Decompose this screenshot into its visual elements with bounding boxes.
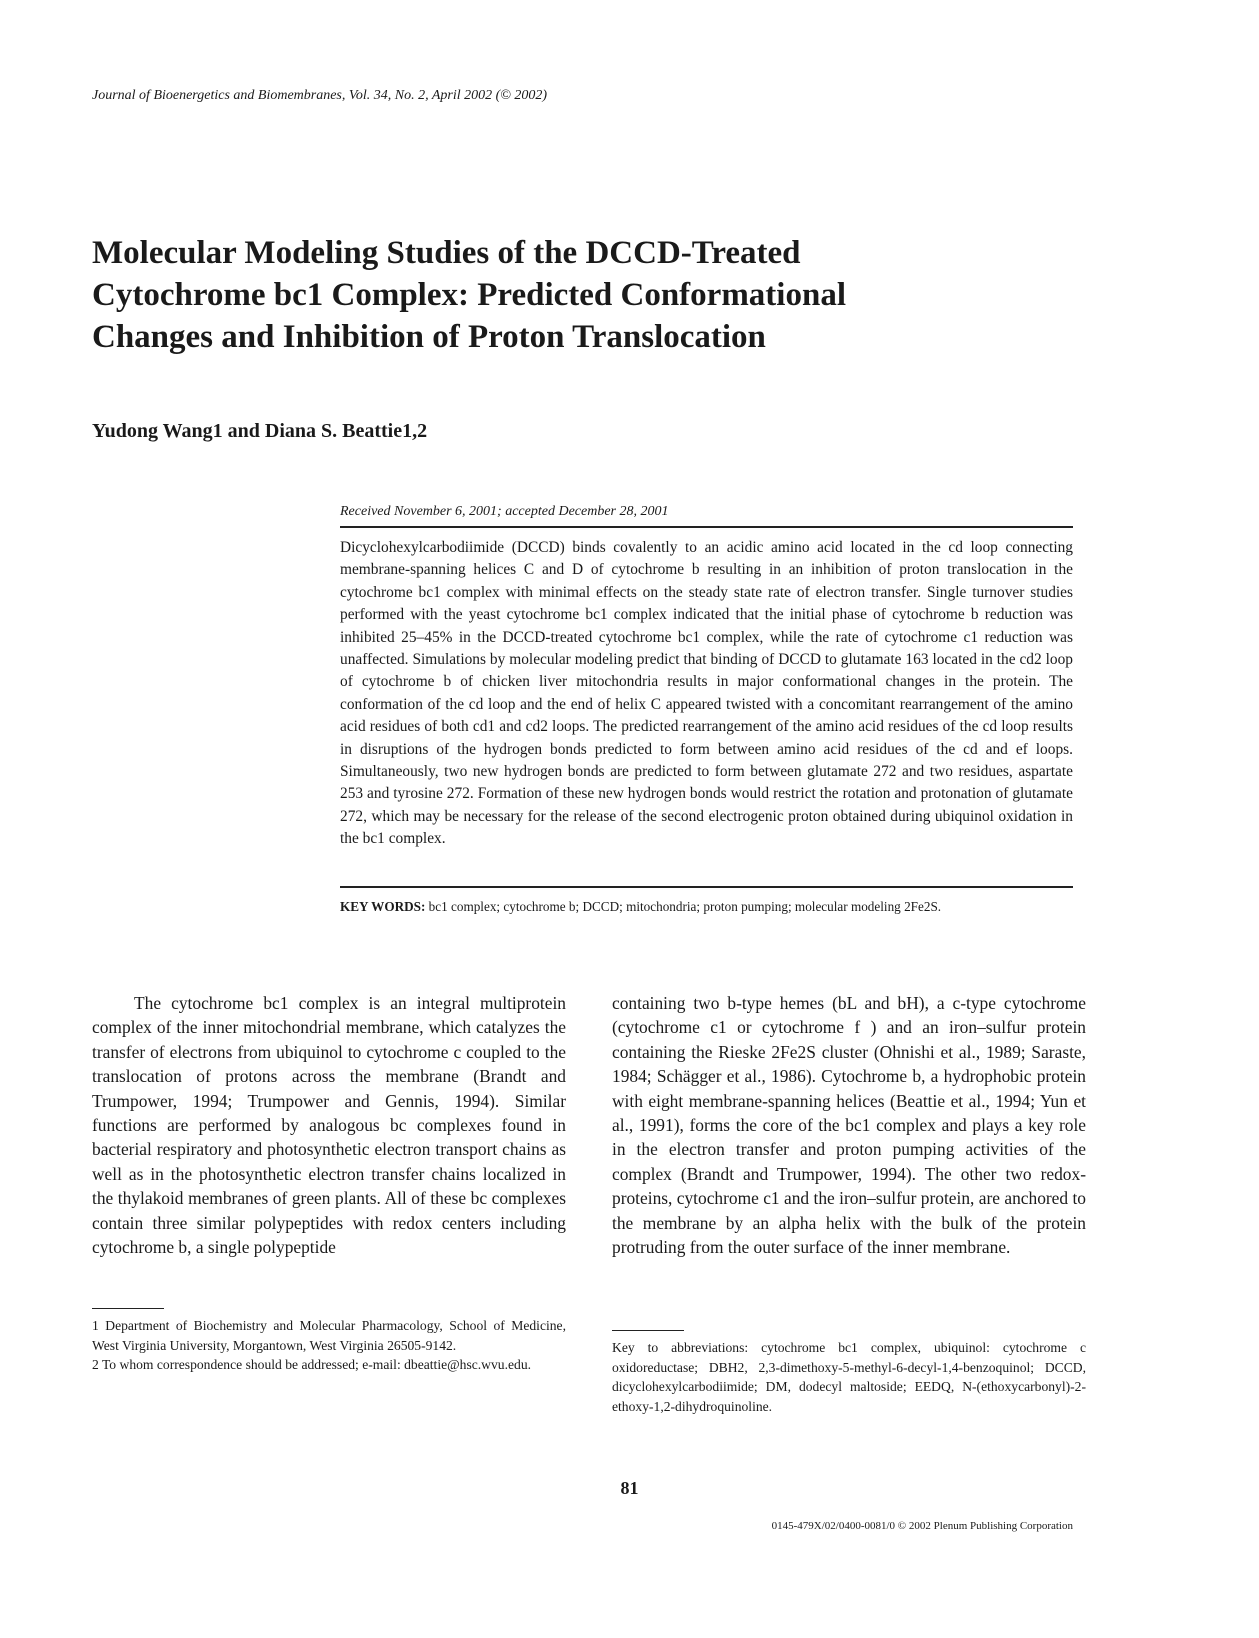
footnote-rule-left bbox=[92, 1308, 164, 1309]
title-line-3: Changes and Inhibition of Proton Translocation bbox=[92, 319, 766, 355]
title-line-1: Molecular Modeling Studies of the DCCD-Treated bbox=[92, 235, 801, 271]
page-number: 81 bbox=[620, 1478, 639, 1498]
abstract bbox=[340, 537, 1073, 851]
intro-paragraph-left: The cytochrome bc1 complex is an integral multiprotein complex of the inner mitochondrial membrane, which catalyzes the transfer of electrons from ubiquinol to cytochrome c coupled to the translocation of protons across the membrane (Brandt and Trumpower, 1994; Trumpower and Gennis, 1994). Similar functions are performed by analogous bc complexes found in bacterial respiratory and photosynthetic electron transport chains as well as in the photosynthetic electron transfer chains localized in the thylakoid membranes of green plants. All of these bc complexes contain three similar polypeptides with redox centers including cytochrome b, a single polypeptide bbox=[92, 993, 566, 1258]
article-title bbox=[92, 232, 992, 358]
copyright-line: 0145-479X/02/0400-0081/0 © 2002 Plenum Publishing Corporation bbox=[771, 1520, 1073, 1532]
abstract-bottom-rule bbox=[340, 886, 1073, 888]
title-line-2: Cytochrome bc1 Complex: Predicted Conformational bbox=[92, 277, 846, 313]
keywords bbox=[340, 899, 1073, 915]
abstract-text: Dicyclohexylcarbodiimide (DCCD) binds covalently to an acidic amino acid located in the cd loop connecting membrane-spanning helices C and D of cytochrome b resulting in an inhibition of proton translocation in the cytochrome bc1 complex with minimal effects on the steady state rate of electron transfer. Single turnover studies performed with the yeast cytochrome bc1 complex indicated that the initial phase of cytochrome b reduction was inhibited 25–45% in the DCCD-treated cytochrome bc1 complex, while the rate of cytochrome c1 reduction was unaffected. Simulations by molecular modeling predict that binding of DCCD to glutamate 163 located in the cd2 loop of cytochrome b of chicken liver mitochondria results in major conformational changes in the protein. The conformation of the cd loop and the end of helix C appeared twisted with a concomitant rearrangement of the amino acid residues of both cd1 and cd2 loops. The predicted rearrangement of the amino acid residues of the cd loop results in disruptions of the hydrogen bonds predicted to form between amino acid residues of the cd and ef loops. Simultaneously, two new hydrogen bonds are predicted to form between glutamate 272 and two residues, aspartate 253 and tyrosine 272. Formation of these new hydrogen bonds would restrict the rotation and protonation of glutamate 272, which may be necessary for the release of the second electrogenic proton obtained during ubiquinol oxidation in the bc1 complex. bbox=[340, 539, 1073, 848]
footnotes-left bbox=[92, 1316, 566, 1375]
abbreviations-footnote: Key to abbreviations: cytochrome bc1 complex, ubiquinol: cytochrome c oxidoreductase; DBH2, 2,3-dimethoxy-5-methyl-6-decyl-1,4-benzoquinol; DCCD, dicyclohexylcarbodiimide; DM, dodecyl maltoside; EEDQ, N-(ethoxycarbonyl)-2-ethoxy-1,2-dihydroquinoline. bbox=[612, 1340, 1086, 1414]
authors: Yudong Wang1 and Diana S. Beattie1,2 bbox=[92, 420, 428, 442]
keywords-text: bc1 complex; cytochrome b; DCCD; mitochondria; proton pumping; molecular modeling 2Fe2S. bbox=[428, 899, 942, 914]
received-dates: Received November 6, 2001; accepted December 28, 2001 bbox=[340, 504, 669, 519]
footnotes-right bbox=[612, 1338, 1086, 1416]
journal-header: Journal of Bioenergetics and Biomembranes, Vol. 34, No. 2, April 2002 (© 2002) bbox=[92, 88, 548, 103]
abstract-top-rule bbox=[340, 526, 1073, 528]
footnote-1: 1 Department of Biochemistry and Molecular Pharmacology, School of Medicine, West Virginia University, Morgantown, West Virginia 26505-9142. bbox=[92, 1318, 566, 1353]
body-column-left bbox=[92, 991, 566, 1259]
footnote-2: 2 To whom correspondence should be addressed; e-mail: dbeattie@hsc.wvu.edu. bbox=[92, 1357, 532, 1373]
keywords-label: KEY WORDS: bbox=[340, 899, 426, 914]
footnote-rule-right bbox=[612, 1330, 684, 1331]
intro-paragraph-right: containing two b-type hemes (bL and bH), a c-type cytochrome (cytochrome c1 or cytochrome f ) and an iron–sulfur protein containing the Rieske 2Fe2S cluster (Ohnishi et al., 1989; Saraste, 1984; Schägger et al., 1986). Cytochrome b, a hydrophobic protein with eight membrane-spanning helices (Beattie et al., 1994; Yun et al., 1991), forms the core of the bc1 complex and plays a key role in the electron transfer and proton pumping activities of the complex (Brandt and Trumpower, 1994). The other two redox-proteins, cytochrome c1 and the iron–sulfur protein, are anchored to the membrane by an alpha helix with the bulk of the protein protruding from the outer surface of the inner membrane. bbox=[612, 993, 1086, 1258]
body-column-right bbox=[612, 991, 1086, 1259]
